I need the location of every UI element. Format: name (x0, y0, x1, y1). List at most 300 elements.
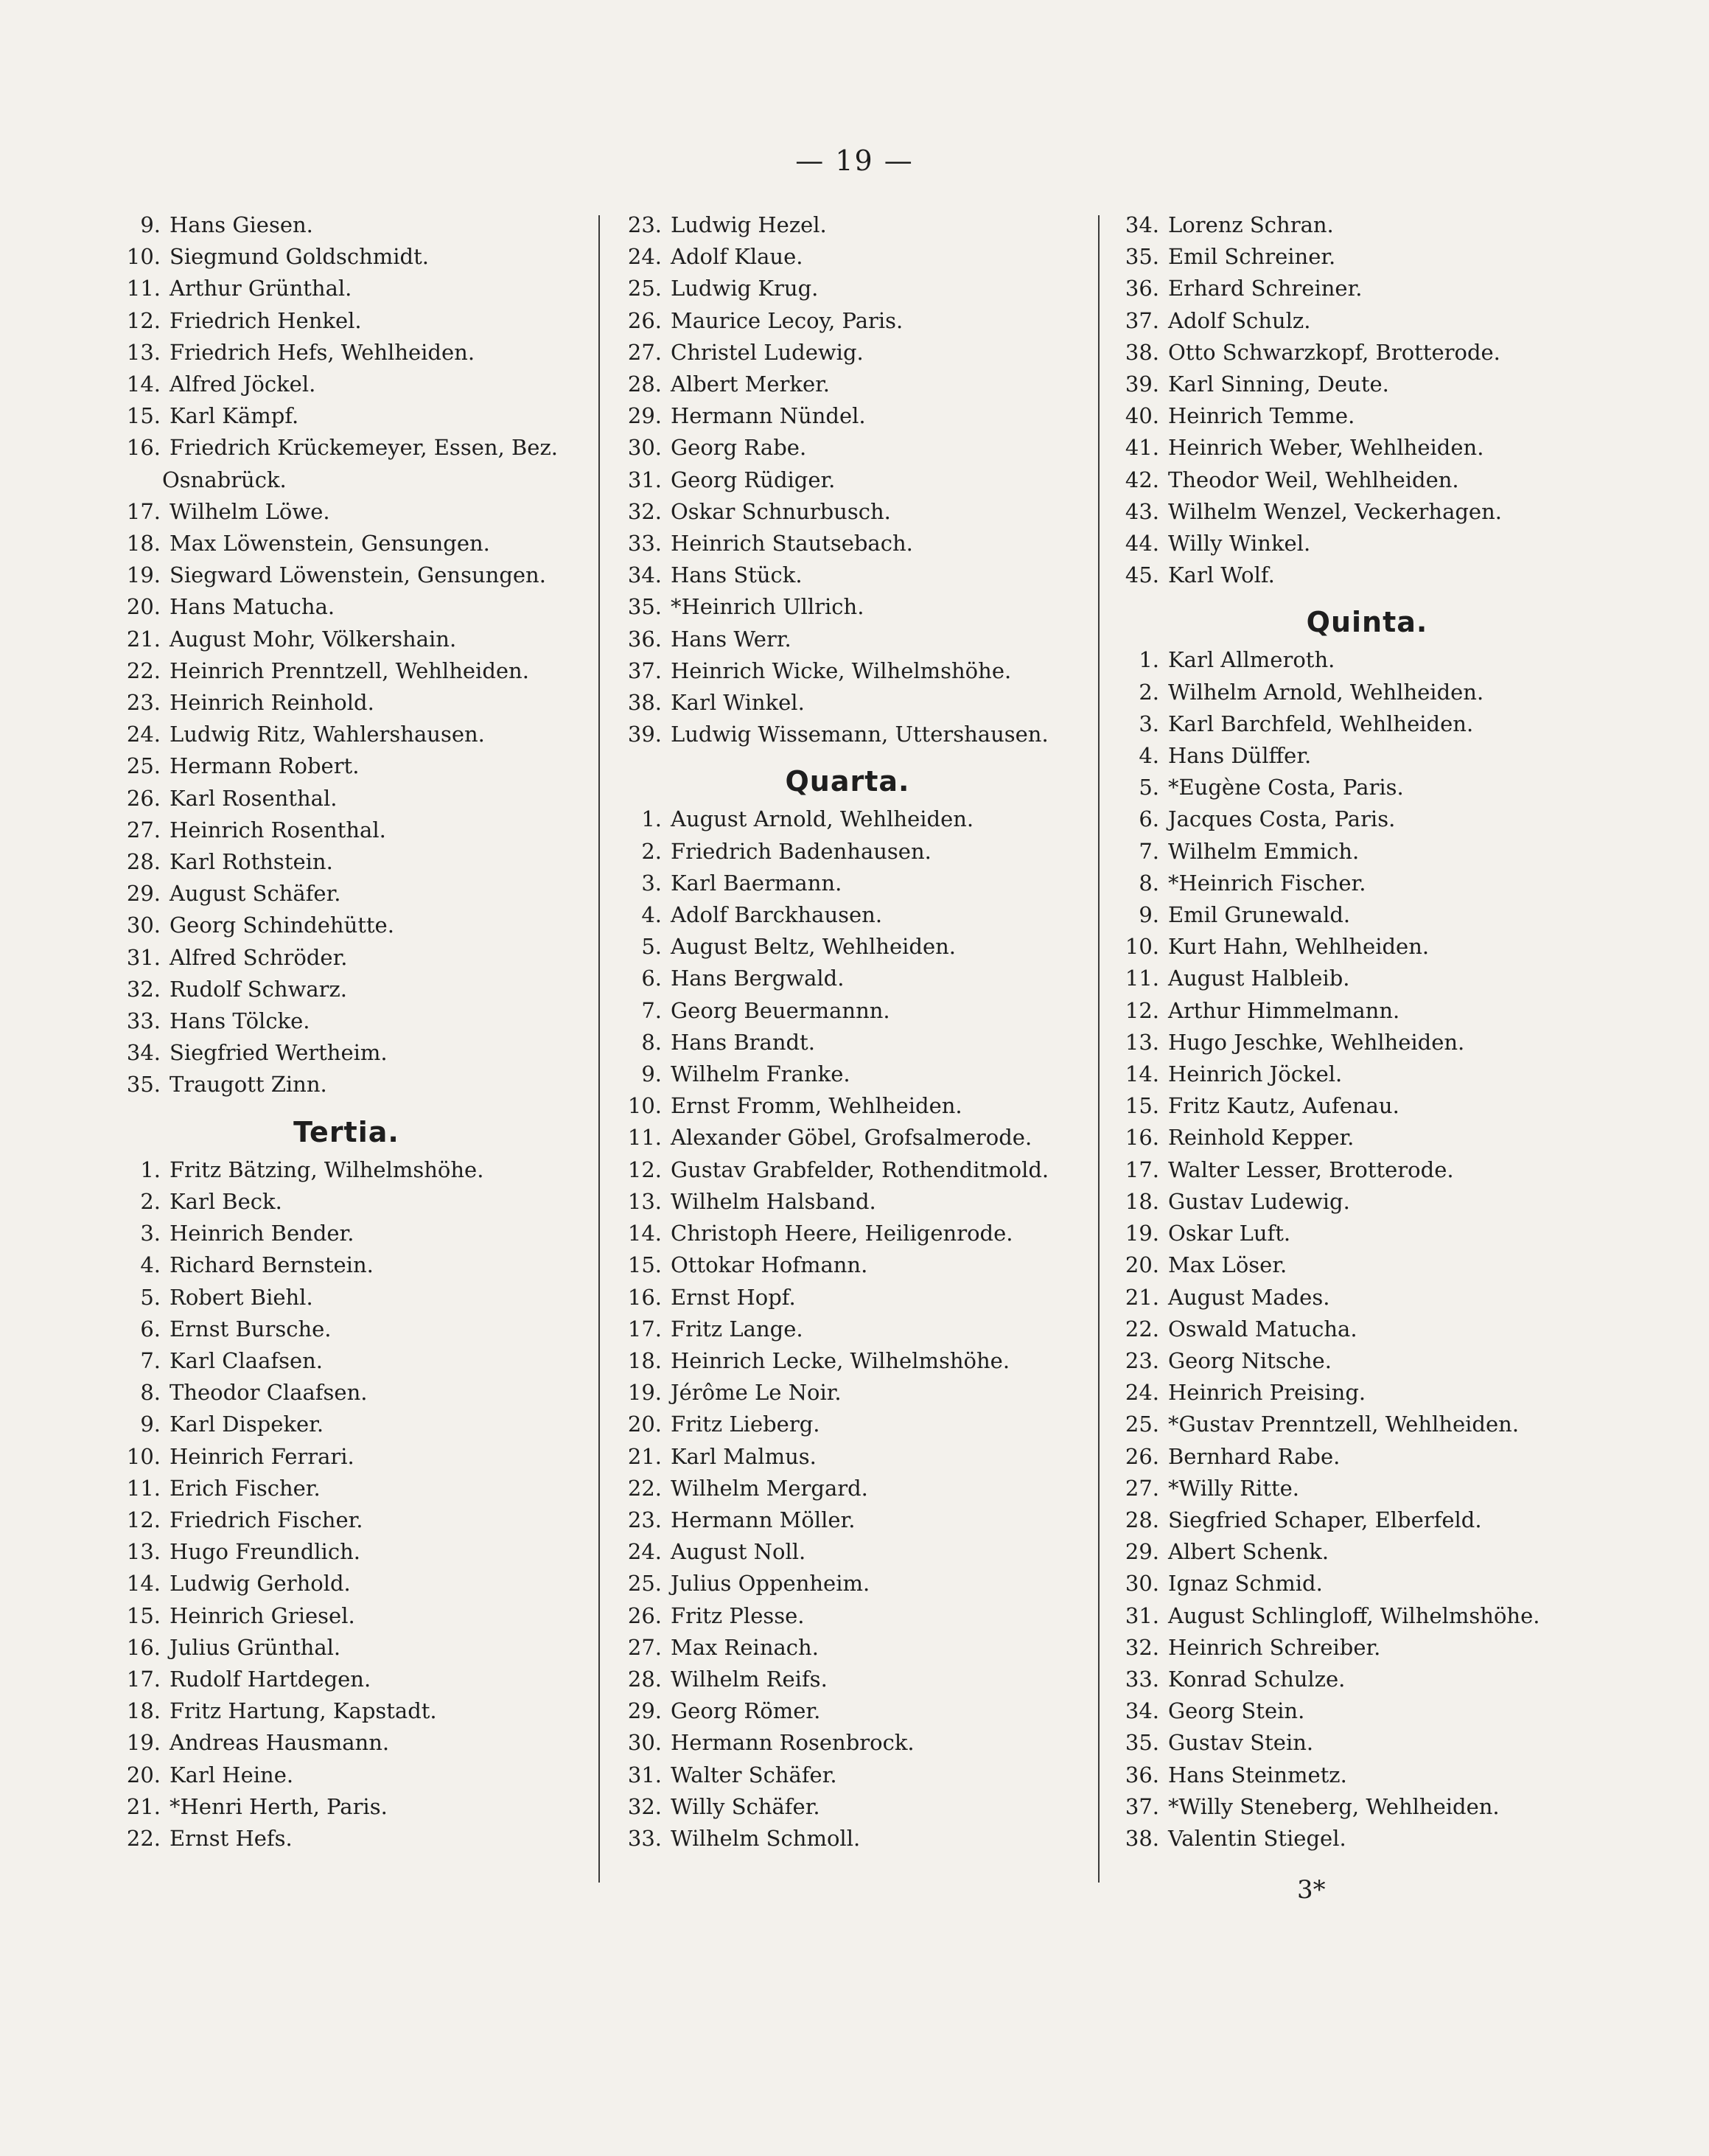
item-number: 3. (140, 1221, 161, 1246)
section-heading-quarta: Quarta. (785, 765, 910, 798)
item-number: 32. (627, 1793, 662, 1819)
item-number: 2. (1139, 679, 1159, 705)
item-number: 33. (126, 1008, 161, 1034)
item-name: Heinrich Stautsebach. (671, 531, 913, 557)
column-rule (598, 215, 600, 1883)
list-item (1109, 1058, 1625, 1090)
item-number: 34. (1125, 1698, 1159, 1724)
list-item (111, 1249, 582, 1281)
list-item (1109, 1504, 1625, 1536)
item-name: Karl Beck. (169, 1188, 282, 1214)
item-name: Georg Rabe. (671, 435, 807, 461)
list-item (1109, 273, 1625, 304)
list-item (111, 528, 582, 559)
item-number: 22. (126, 1825, 161, 1851)
list-item (612, 273, 1083, 304)
item-number: 28. (627, 371, 662, 397)
item-number: 8. (641, 1029, 662, 1055)
item-number: 29. (627, 1698, 662, 1724)
item-number: 26. (627, 1602, 662, 1628)
item-number: 33. (627, 531, 662, 557)
item-name: Siegfried Wertheim. (169, 1040, 388, 1066)
list-item (1109, 708, 1625, 740)
item-number: 44. (1125, 531, 1159, 557)
item-number: 32. (627, 498, 662, 524)
list-item (1109, 1632, 1625, 1664)
list-item (111, 1314, 582, 1345)
page-number: — 19 — (795, 144, 914, 177)
item-name: Hans Bergwald. (671, 966, 845, 991)
item-name: Georg Stein. (1168, 1698, 1305, 1724)
list-item (1109, 464, 1625, 496)
item-name: Ludwig Gerhold. (169, 1571, 351, 1597)
list-item (1109, 1823, 1625, 1855)
item-name: Oskar Schnurbusch. (671, 498, 891, 524)
list-item (612, 1058, 1083, 1090)
item-name: Hans Matucha. (169, 594, 335, 620)
item-number: 23. (126, 690, 161, 716)
item-name: *Willy Steneberg, Wehlheiden. (1168, 1793, 1500, 1819)
column-left (111, 209, 582, 1855)
item-number: 9. (140, 1412, 161, 1437)
item-number: 28. (1125, 1507, 1159, 1532)
item-name: August Noll. (671, 1539, 806, 1565)
list-item (1109, 803, 1625, 835)
list-item (612, 1473, 1083, 1504)
list-item (612, 719, 1083, 750)
item-name: Jérôme Le Noir. (671, 1380, 842, 1406)
item-name: Ernst Bursche. (169, 1316, 332, 1342)
list-item (1109, 369, 1625, 400)
item-name: Rudolf Hartdegen. (169, 1666, 371, 1692)
item-name: Wilhelm Arnold, Wehlheiden. (1168, 679, 1484, 705)
item-number: 24. (1125, 1380, 1159, 1406)
item-number: 6. (641, 966, 662, 991)
list-item (1109, 209, 1625, 241)
item-name: Rudolf Schwarz. (169, 976, 348, 1002)
item-number: 24. (627, 1539, 662, 1565)
item-name: Gustav Stein. (1168, 1730, 1314, 1756)
name-list (1109, 209, 1625, 591)
item-number: 23. (627, 1507, 662, 1532)
item-number: 23. (1125, 1347, 1159, 1373)
column-middle (612, 209, 1083, 1855)
list-item (612, 369, 1083, 400)
list-item (1109, 1186, 1625, 1218)
list-item (612, 836, 1083, 868)
item-name: Julius Grünthal. (169, 1634, 341, 1660)
item-name: Fritz Bätzing, Wilhelmshöhe. (169, 1157, 484, 1182)
item-name: Hans Giesen. (169, 212, 313, 237)
list-item (612, 1345, 1083, 1377)
item-number: 9. (1139, 902, 1159, 928)
list-item (111, 814, 582, 846)
list-item (1109, 1759, 1625, 1791)
item-name: Hans Brandt. (671, 1029, 815, 1055)
item-name: Traugott Zinn. (169, 1072, 327, 1098)
item-number: 38. (1125, 339, 1159, 365)
list-item (612, 1536, 1083, 1568)
item-number: 16. (1125, 1125, 1159, 1151)
item-name: Heinrich Jöckel. (1168, 1061, 1343, 1087)
item-name: Heinrich Lecke, Wilhelmshöhe. (671, 1347, 1010, 1373)
item-number: 13. (126, 1539, 161, 1565)
item-name: Alfred Jöckel. (169, 371, 316, 397)
item-name: Karl Claafsen. (169, 1347, 324, 1373)
item-number: 13. (126, 339, 161, 365)
list-item (612, 1249, 1083, 1281)
item-number: 34. (627, 562, 662, 588)
name-list (111, 1154, 582, 1855)
item-number: 10. (627, 1093, 662, 1119)
item-name: Gustav Grabfelder, Rothenditmold. (671, 1157, 1049, 1182)
list-item (1109, 1249, 1625, 1281)
item-name: Christoph Heere, Heiligenrode. (671, 1221, 1013, 1246)
list-item (1109, 496, 1625, 528)
list-item (612, 432, 1083, 464)
list-item (111, 1282, 582, 1314)
item-number: 24. (126, 722, 161, 747)
item-name: Georg Schindehütte. (169, 913, 394, 938)
item-name: Oswald Matucha. (1168, 1316, 1357, 1342)
list-item (111, 719, 582, 750)
list-item (111, 337, 582, 369)
list-item (1109, 995, 1625, 1027)
item-name: Georg Rüdiger. (671, 467, 836, 492)
item-number: 43. (1125, 498, 1159, 524)
item-name: Gustav Ludewig. (1168, 1188, 1350, 1214)
item-name: Wilhelm Wenzel, Veckerhagen. (1168, 498, 1502, 524)
item-name: Ignaz Schmid. (1168, 1571, 1323, 1597)
item-number: 34. (1125, 212, 1159, 237)
item-name: Richard Bernstein. (169, 1252, 374, 1278)
list-item (612, 1504, 1083, 1536)
item-name: Erhard Schreiner. (1168, 276, 1363, 301)
item-name: Bernhard Rabe. (1168, 1443, 1341, 1469)
item-name: Reinhold Kepper. (1168, 1125, 1355, 1151)
item-number: 21. (126, 626, 161, 652)
list-item (612, 1409, 1083, 1440)
item-number: 25. (627, 1571, 662, 1597)
item-number: 26. (627, 307, 662, 333)
item-number: 27. (627, 339, 662, 365)
item-number: 35. (1125, 244, 1159, 270)
list-item (111, 1218, 582, 1249)
list-item (612, 868, 1083, 899)
item-number: 10. (126, 1443, 161, 1469)
item-name: Hans Dülffer. (1168, 743, 1312, 769)
item-number: 32. (1125, 1634, 1159, 1660)
item-name: Maurice Lecoy, Paris. (671, 307, 904, 333)
item-name: August Mohr, Völkershain. (169, 626, 457, 652)
list-item (1109, 740, 1625, 772)
list-item (612, 337, 1083, 369)
item-number: 28. (126, 849, 161, 875)
list-item (1109, 1345, 1625, 1377)
item-number: 31. (1125, 1602, 1159, 1628)
item-number: 1. (140, 1157, 161, 1182)
list-item (111, 783, 582, 814)
item-number: 12. (1125, 997, 1159, 1023)
item-name: Wilhelm Emmich. (1168, 838, 1360, 864)
list-item (1109, 1695, 1625, 1727)
list-item (111, 1154, 582, 1186)
list-item (612, 899, 1083, 931)
list-item (111, 687, 582, 719)
item-number: 16. (126, 1634, 161, 1660)
item-number: 36. (1125, 276, 1159, 301)
item-number: 23. (627, 212, 662, 237)
list-item (612, 1441, 1083, 1473)
list-item (612, 559, 1083, 591)
item-name: Karl Malmus. (671, 1443, 817, 1469)
item-number: 8. (1139, 870, 1159, 896)
list-item (111, 496, 582, 528)
list-item (612, 963, 1083, 994)
item-number: 20. (126, 1762, 161, 1787)
item-name: *Heinrich Ullrich. (671, 594, 864, 620)
item-number: 6. (1139, 806, 1159, 832)
item-name: Willy Schäfer. (671, 1793, 820, 1819)
item-number: 39. (1125, 371, 1159, 397)
list-item (612, 1186, 1083, 1218)
item-number: 11. (627, 1125, 662, 1151)
item-name: Valentin Stiegel. (1168, 1825, 1346, 1851)
section-heading-quinta: Quinta. (1306, 606, 1428, 639)
item-name: Karl Rothstein. (169, 849, 333, 875)
item-name: *Gustav Prenntzell, Wehlheiden. (1168, 1412, 1520, 1437)
item-name: Ernst Fromm, Wehlheiden. (671, 1093, 962, 1119)
list-item (111, 1600, 582, 1632)
item-number: 36. (627, 626, 662, 652)
item-number: 25. (1125, 1412, 1159, 1437)
item-name: *Eugène Costa, Paris. (1168, 775, 1404, 800)
item-name: Max Löwenstein, Gensungen. (169, 531, 490, 557)
item-name: Theodor Weil, Wehlheiden. (1168, 467, 1459, 492)
item-number: 14. (126, 1571, 161, 1597)
item-number: 30. (1125, 1571, 1159, 1597)
list-item (111, 591, 582, 623)
list-item (1109, 1441, 1625, 1473)
item-name: August Schlingloff, Wilhelmshöhe. (1168, 1602, 1540, 1628)
item-number: 9. (641, 1061, 662, 1087)
item-name: Heinrich Preising. (1168, 1380, 1366, 1406)
item-name: Karl Rosenthal. (169, 785, 338, 811)
item-name: Julius Oppenheim. (671, 1571, 870, 1597)
list-item (612, 995, 1083, 1027)
item-number: 1. (1139, 647, 1159, 673)
item-number: 19. (1125, 1221, 1159, 1246)
item-number: 27. (1125, 1475, 1159, 1501)
list-item (1109, 868, 1625, 899)
item-number: 25. (627, 276, 662, 301)
item-number: 27. (627, 1634, 662, 1660)
item-number: 12. (126, 307, 161, 333)
item-number: 33. (627, 1825, 662, 1851)
item-number: 10. (1125, 934, 1159, 960)
list-item (1109, 677, 1625, 708)
item-number: 28. (627, 1666, 662, 1692)
item-number: 37. (627, 657, 662, 683)
list-item (1109, 963, 1625, 994)
item-name: Karl Kämpf. (169, 403, 299, 429)
list-item (1109, 559, 1625, 591)
item-name: Heinrich Ferrari. (169, 1443, 354, 1469)
item-number: 22. (1125, 1316, 1159, 1342)
list-item (612, 803, 1083, 835)
item-number: 21. (126, 1793, 161, 1819)
item-name: Karl Winkel. (671, 690, 805, 716)
list-item (111, 1632, 582, 1664)
list-item-continuation: Osnabrück. (162, 467, 287, 492)
list-item (111, 241, 582, 273)
list-item (612, 591, 1083, 623)
list-item (612, 1664, 1083, 1695)
item-name: Hermann Robert. (169, 753, 360, 779)
item-number: 4. (1139, 743, 1159, 769)
list-item (612, 1600, 1083, 1632)
item-number: 5. (140, 1284, 161, 1310)
item-name: Wilhelm Reifs. (671, 1666, 828, 1692)
item-name: Georg Römer. (671, 1698, 821, 1724)
list-item (1109, 1791, 1625, 1823)
item-number: 15. (126, 403, 161, 429)
list-item (111, 750, 582, 782)
item-name: Wilhelm Mergard. (671, 1475, 868, 1501)
item-name: Hans Steinmetz. (1168, 1762, 1347, 1787)
list-item (1109, 836, 1625, 868)
list-item (612, 1791, 1083, 1823)
list-item (1109, 1727, 1625, 1759)
item-name: Jacques Costa, Paris. (1168, 806, 1396, 832)
list-item (111, 1186, 582, 1218)
item-number: 35. (126, 1072, 161, 1098)
list-item (111, 1823, 582, 1855)
item-name: Alfred Schröder. (169, 944, 348, 970)
item-name: Heinrich Temme. (1168, 403, 1355, 429)
list-item (1109, 1090, 1625, 1122)
list-item (111, 1409, 582, 1440)
item-number: 2. (641, 838, 662, 864)
item-name: August Schäfer. (169, 881, 341, 907)
item-number: 12. (627, 1157, 662, 1182)
list-item (1109, 1282, 1625, 1314)
item-name: Ottokar Hofmann. (671, 1252, 868, 1278)
item-name: Wilhelm Schmoll. (671, 1825, 861, 1851)
item-name: Karl Wolf. (1168, 562, 1275, 588)
list-item (111, 1695, 582, 1727)
item-number: 32. (126, 976, 161, 1002)
item-number: 12. (126, 1507, 161, 1532)
item-name: Hugo Freundlich. (169, 1539, 360, 1565)
list-item (1109, 1154, 1625, 1186)
list-item (612, 1759, 1083, 1791)
item-number: 14. (627, 1221, 662, 1246)
item-number: 30. (627, 1730, 662, 1756)
name-list (111, 209, 582, 464)
item-name: Albert Schenk. (1168, 1539, 1329, 1565)
item-number: 18. (126, 1698, 161, 1724)
item-number: 34. (126, 1040, 161, 1066)
list-item (612, 1282, 1083, 1314)
list-item (612, 1314, 1083, 1345)
name-list (612, 803, 1083, 1855)
list-item (612, 931, 1083, 963)
item-name: Ernst Hopf. (671, 1284, 796, 1310)
item-name: Wilhelm Löwe. (169, 498, 330, 524)
item-number: 29. (1125, 1539, 1159, 1565)
item-number: 42. (1125, 467, 1159, 492)
item-number: 16. (126, 435, 161, 461)
list-item (111, 1345, 582, 1377)
list-item (1109, 305, 1625, 337)
list-item (111, 846, 582, 878)
item-name: Wilhelm Franke. (671, 1061, 850, 1087)
item-name: Friedrich Fischer. (169, 1507, 363, 1532)
item-number: 11. (1125, 966, 1159, 991)
item-number: 5. (1139, 775, 1159, 800)
list-item (612, 1218, 1083, 1249)
item-name: Hans Tölcke. (169, 1008, 310, 1034)
list-item (111, 910, 582, 941)
item-name: Siegfried Schaper, Elberfeld. (1168, 1507, 1482, 1532)
item-number: 17. (627, 1316, 662, 1342)
item-number: 8. (140, 1380, 161, 1406)
list-item (1109, 1122, 1625, 1154)
item-number: 27. (126, 817, 161, 842)
item-number: 17. (126, 1666, 161, 1692)
list-item (111, 1536, 582, 1568)
item-number: 31. (126, 944, 161, 970)
item-name: Karl Barchfeld, Wehlheiden. (1168, 711, 1474, 736)
item-name: Friedrich Badenhausen. (671, 838, 932, 864)
list-item (612, 305, 1083, 337)
item-name: Alexander Göbel, Grofsalmerode. (671, 1125, 1032, 1151)
item-name: Hermann Möller. (671, 1507, 856, 1532)
list-item (1109, 337, 1625, 369)
list-item (111, 1473, 582, 1504)
item-number: 17. (1125, 1157, 1159, 1182)
list-item (612, 464, 1083, 496)
list-item (111, 305, 582, 337)
list-item (111, 1441, 582, 1473)
item-number: 11. (126, 276, 161, 301)
item-number: 15. (126, 1602, 161, 1628)
list-item (1109, 1568, 1625, 1599)
list-item (612, 1727, 1083, 1759)
item-name: Konrad Schulze. (1168, 1666, 1346, 1692)
list-item (111, 1791, 582, 1823)
item-number: 14. (126, 371, 161, 397)
list-item (111, 1727, 582, 1759)
item-name: August Mades. (1168, 1284, 1330, 1310)
item-name: August Beltz, Wehlheiden. (671, 934, 957, 960)
name-list (111, 496, 582, 1101)
item-name: Otto Schwarzkopf, Brotterode. (1168, 339, 1500, 365)
item-number: 7. (140, 1347, 161, 1373)
item-number: 39. (627, 722, 662, 747)
list-item (111, 1037, 582, 1069)
list-item (612, 496, 1083, 528)
list-item (111, 1377, 582, 1409)
item-number: 1. (641, 806, 662, 832)
list-item (612, 400, 1083, 432)
item-name: Lorenz Schran. (1168, 212, 1334, 237)
item-name: Hermann Nündel. (671, 403, 866, 429)
item-name: Willy Winkel. (1168, 531, 1311, 557)
item-number: 6. (140, 1316, 161, 1342)
item-number: 21. (627, 1443, 662, 1469)
